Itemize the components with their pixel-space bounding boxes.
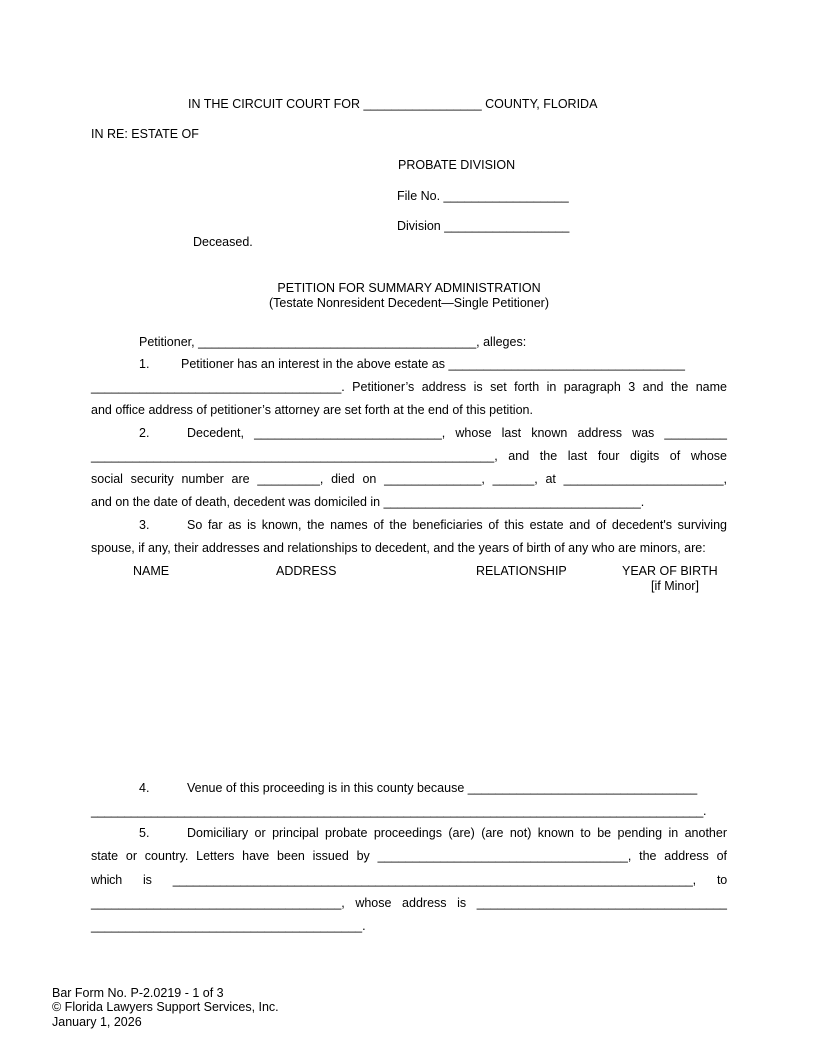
column-header-address: ADDRESS bbox=[276, 564, 337, 578]
paragraph-4-line: Venue of this proceeding is in this county because _________________________________ bbox=[187, 781, 698, 795]
footer-date: January 1, 2026 bbox=[52, 1015, 142, 1029]
paragraph-2-line: social security number are _________, died on ______________, ______, at _______________________, bbox=[91, 472, 727, 486]
file-number-field: File No. __________________ bbox=[397, 189, 569, 203]
column-header-name: NAME bbox=[133, 564, 170, 578]
footer-form-number: Bar Form No. P-2.0219 - 1 of 3 bbox=[52, 986, 224, 1000]
paragraph-5-number: 5. bbox=[139, 826, 150, 840]
paragraph-2-line: __________________________________________________________, and the last four digits of whose bbox=[91, 449, 727, 463]
footer-copyright: © Florida Lawyers Support Services, Inc. bbox=[52, 1000, 279, 1014]
paragraph-4-line: ____________________________________________________________________________________________. bbox=[91, 804, 707, 818]
petition-subtitle: (Testate Nonresident Decedent—Single Petitioner) bbox=[268, 296, 549, 310]
paragraph-2-line: and on the date of death, decedent was domiciled in _____________________________________. bbox=[91, 495, 645, 509]
paragraph-1-line: and office address of petitioner’s attorney are set forth at the end of this petition. bbox=[91, 403, 533, 417]
division-field: Division __________________ bbox=[397, 219, 570, 233]
probate-division-label: PROBATE DIVISION bbox=[398, 158, 516, 172]
paragraph-3-line: spouse, if any, their addresses and relationships to decedent, and the years of birth of any who are minors, are: bbox=[91, 541, 706, 555]
paragraph-5-line: _______________________________________. bbox=[91, 919, 366, 933]
paragraph-2-number: 2. bbox=[139, 426, 150, 440]
paragraph-3-line: So far as is known, the names of the beneficiaries of this estate and of decedent's surviving bbox=[187, 518, 727, 532]
paragraph-3-number: 3. bbox=[139, 518, 150, 532]
court-caption: IN THE CIRCUIT COURT FOR _________________ COUNTY, FLORIDA bbox=[188, 97, 598, 111]
petitioner-line: Petitioner, ________________________________________, alleges: bbox=[139, 335, 527, 349]
paragraph-5-line: Domiciliary or principal probate proceedings (are) (are not) known to be pending in another bbox=[187, 826, 727, 840]
paragraph-4-number: 4. bbox=[139, 781, 150, 795]
paragraph-1-line: ____________________________________. Petitioner’s address is set forth in paragraph 3 and the name bbox=[91, 380, 727, 394]
paragraph-5-line: which is _____________________________________________________________________________, to bbox=[91, 873, 727, 887]
paragraph-5-line: state or country. Letters have been issued by ____________________________________, the address of bbox=[91, 849, 727, 863]
paragraph-1-number: 1. bbox=[139, 357, 150, 371]
column-header-year-of-birth: YEAR OF BIRTH bbox=[622, 564, 718, 578]
deceased-label: Deceased. bbox=[193, 235, 253, 249]
petition-title: PETITION FOR SUMMARY ADMINISTRATION bbox=[277, 281, 541, 295]
column-header-relationship: RELATIONSHIP bbox=[476, 564, 567, 578]
paragraph-1-line: Petitioner has an interest in the above estate as __________________________________ bbox=[181, 357, 685, 371]
paragraph-5-line: ____________________________________, whose address is ____________________________________ bbox=[91, 896, 727, 910]
paragraph-2-line: Decedent, ___________________________, whose last known address was _________ bbox=[187, 426, 727, 440]
column-header-if-minor: [if Minor] bbox=[651, 579, 699, 593]
in-re-estate-label: IN RE: ESTATE OF bbox=[91, 127, 199, 141]
